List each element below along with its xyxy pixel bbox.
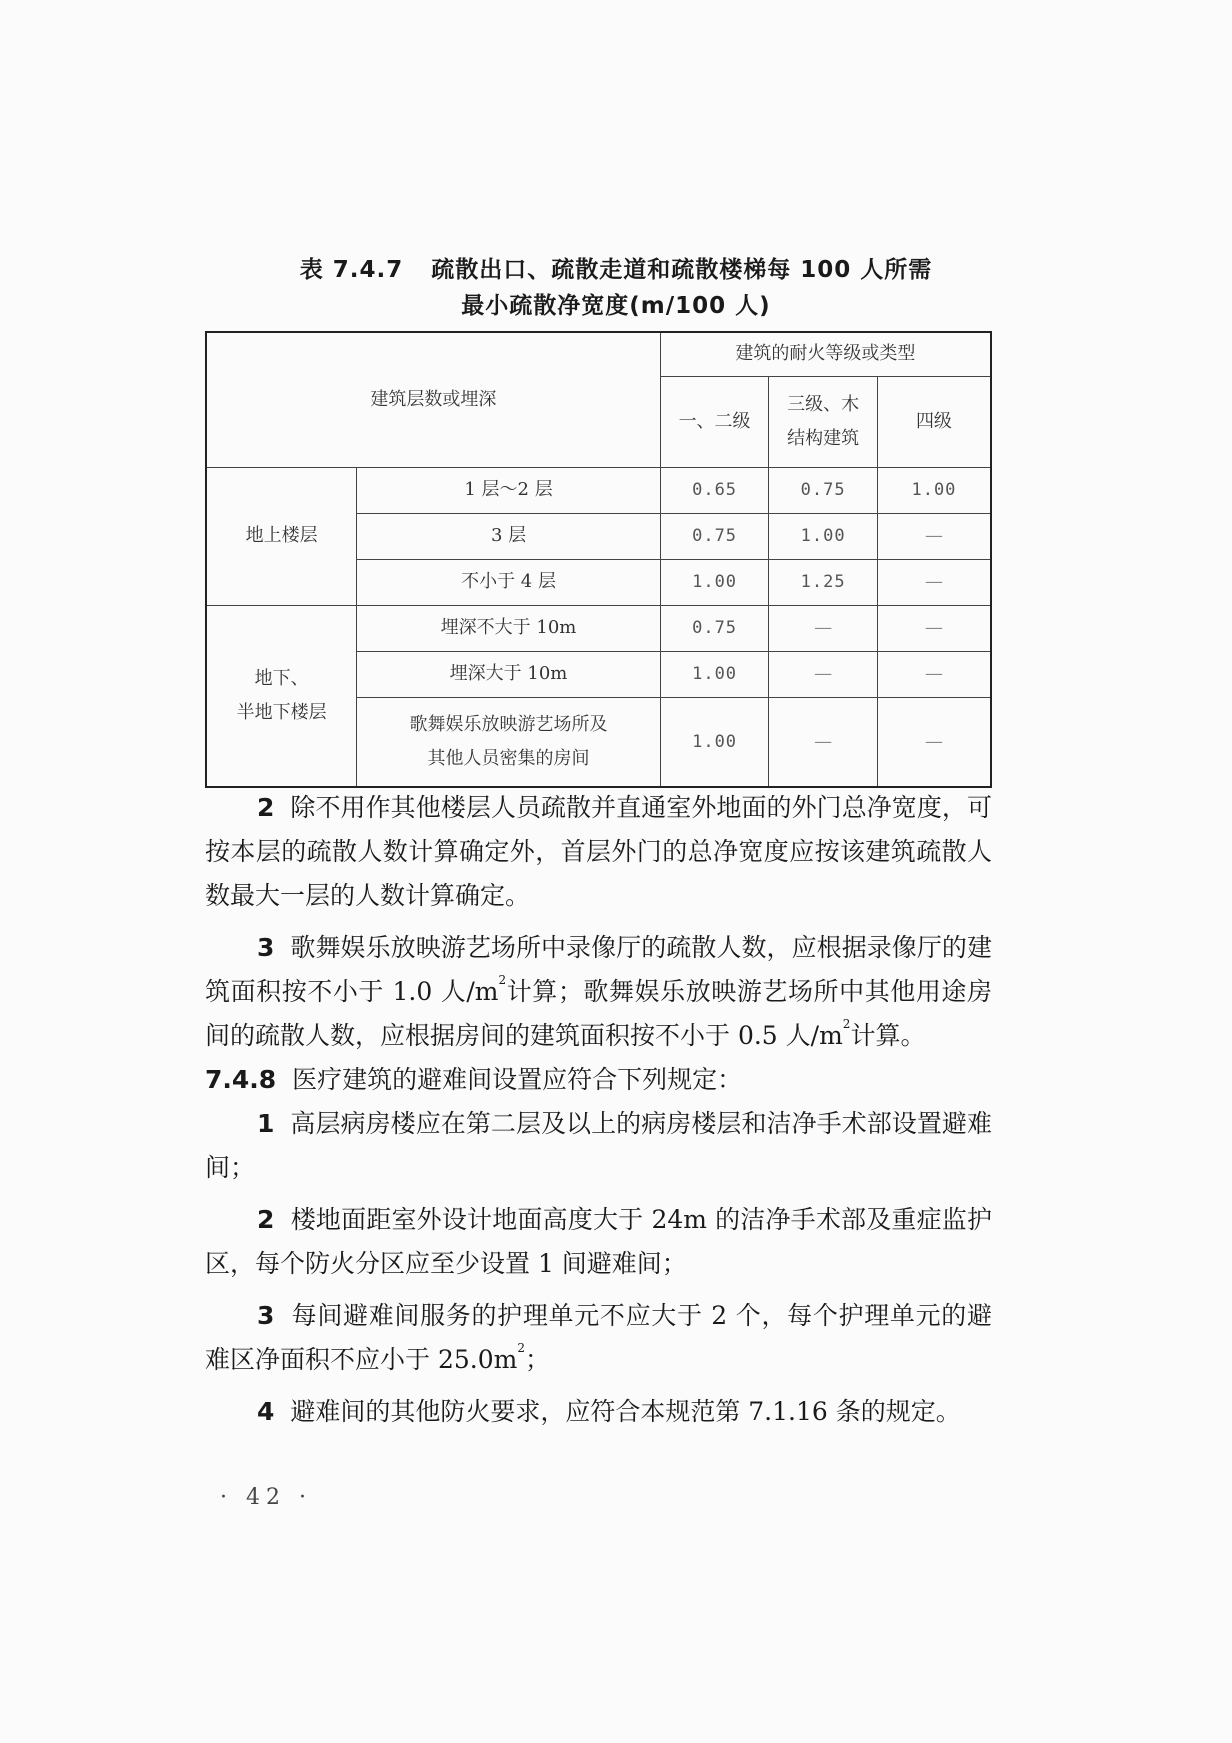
col-header-1: 一、二级 [660, 376, 769, 467]
table-cell: 1.00 [769, 513, 878, 559]
table-cell: — [769, 605, 878, 651]
table-cell: 1.00 [660, 651, 769, 697]
row-header: 建筑层数或埋深 [206, 332, 660, 467]
table-number: 表 7.4.7 [299, 257, 404, 283]
evacuation-width-table [205, 331, 992, 788]
list-item: 1 高层病房楼应在第二层及以上的病房楼层和洁净手术部设置避难间； [205, 1109, 992, 1182]
list-item: 4 避难间的其他防火要求，应符合本规范第 7.1.16 条的规定。 [257, 1397, 961, 1426]
table-cell: 1.25 [769, 559, 878, 605]
table-cell: 1.00 [660, 697, 769, 787]
table-cell: 0.75 [660, 513, 769, 559]
col-header-2: 三级、木 结构建筑 [769, 376, 878, 467]
table-cell: — [877, 559, 991, 605]
list-item: 3 每间避难间服务的护理单元不应大于 2 个，每个护理单元的避难区净面积不应小于 $25.0m^2$； [205, 1301, 992, 1374]
section-7-4-8: 7.4.8 医疗建筑的避难间设置应符合下列规定： [205, 1065, 743, 1094]
table-cell: 0.75 [660, 605, 769, 651]
table-caption-line2: 最小疏散净宽度(m/100 人) [461, 293, 771, 319]
table-cell: 0.75 [769, 467, 878, 513]
group-below-ground: 地下、 半地下楼层 [206, 605, 357, 787]
group-above-ground: 地上楼层 [206, 467, 357, 605]
row-label: 歌舞娱乐放映游艺场所及 其他人员密集的房间 [357, 697, 661, 787]
row-label: 埋深大于 10m [357, 651, 661, 697]
page-number: · 42 · [220, 1485, 312, 1510]
table-cell: — [877, 651, 991, 697]
table-cell: — [877, 513, 991, 559]
table-cell: — [769, 651, 878, 697]
paragraph-2: 2 除不用作其他楼层人员疏散并直通室外地面的外门总净宽度，可按本层的疏散人数计算确定外，首层外门的总净宽度应按该建筑疏散人数最大一层的人数计算确定。 [205, 793, 992, 910]
table-cell: — [877, 697, 991, 787]
row-label: 埋深不大于 10m [357, 605, 661, 651]
table-cell: 1.00 [660, 559, 769, 605]
table-cell: — [877, 605, 991, 651]
body-text [205, 786, 992, 1434]
table-cell: 0.65 [660, 467, 769, 513]
paragraph-3: 3 歌舞娱乐放映游艺场所中录像厅的疏散人数，应根据录像厅的建筑面积按不小于 1.0 人$/m^2$计算；歌舞娱乐放映游艺场所中其他用途房间的疏散人数，应根据房间的建筑面积按不小于 0.5 人$/m^2$计算。 [205, 933, 992, 1050]
table-cell: — [769, 697, 878, 787]
row-label: 3 层 [357, 513, 661, 559]
table-title: 疏散出口、疏散走道和疏散楼梯每 100 人所需 [431, 257, 933, 283]
row-label: 1 层～2 层 [357, 467, 661, 513]
list-item: 2 楼地面距室外设计地面高度大于 24m 的洁净手术部及重症监护区，每个防火分区应至少设置 1 间避难间； [205, 1205, 992, 1278]
row-label: 不小于 4 层 [357, 559, 661, 605]
col-header-3: 四级 [877, 376, 991, 467]
table-caption-line1 [0, 251, 1232, 284]
table-cell: 1.00 [877, 467, 991, 513]
group-header: 建筑的耐火等级或类型 [660, 332, 991, 376]
